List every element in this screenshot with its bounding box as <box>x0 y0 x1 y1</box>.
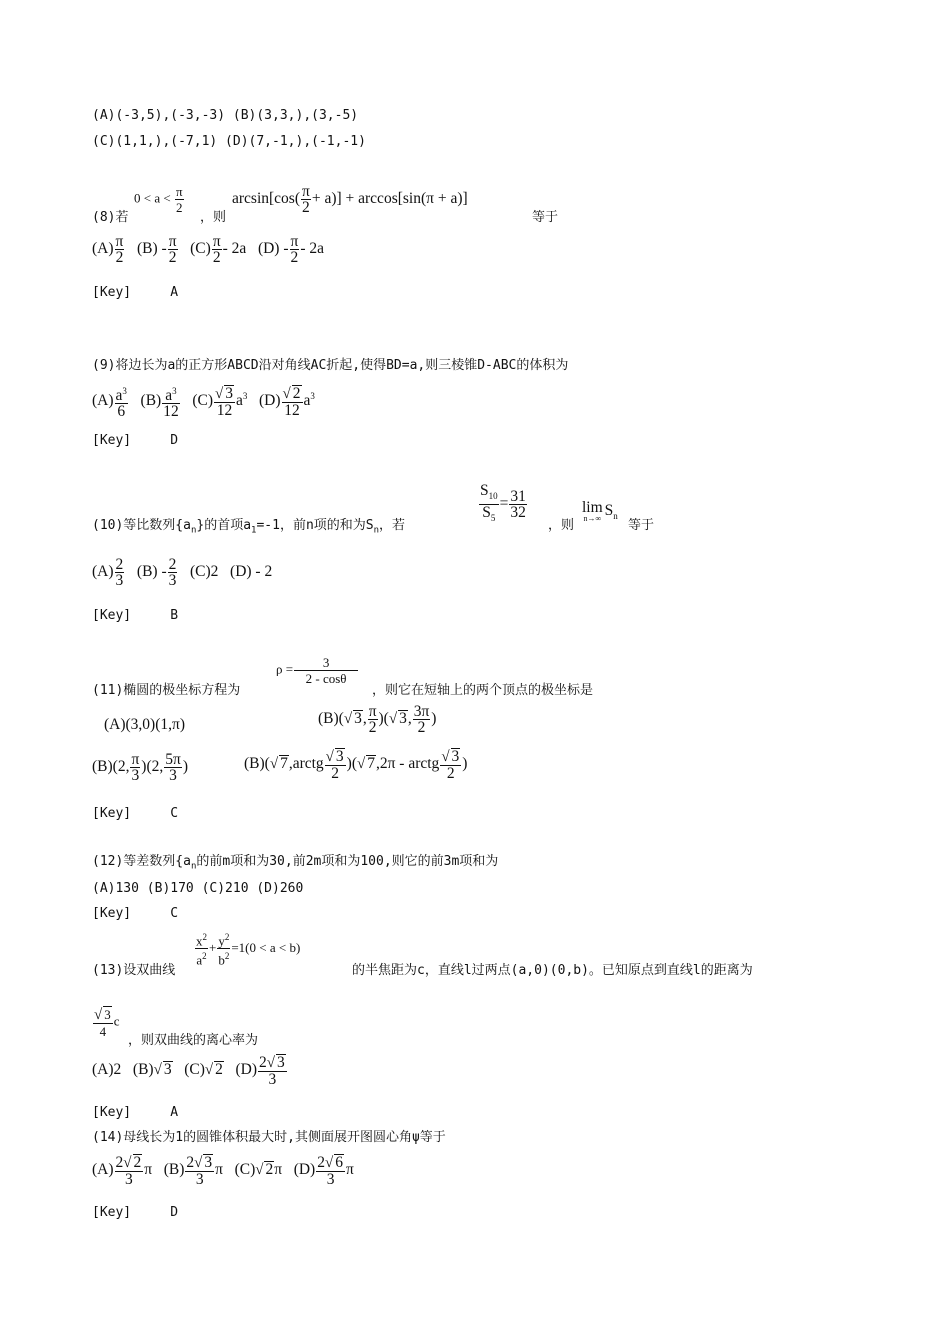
q14-key: [Key] D <box>92 1205 179 1220</box>
q10-then: ，则 <box>548 518 575 533</box>
q8-options: (A) $\frac{\pi}{2}$ (B) - $\frac{\pi}{2}$ (C) $\frac{\pi}{2}$ - 2a (D) - $\frac{\pi}{2}$ - 2a <box>92 233 324 266</box>
q9-stem: (9)将边长为a的正方形ABCD沿对角线AC折起,使得BD=a,则三棱锥D-ABC的体积为 <box>92 358 569 373</box>
q13-stem-b: 的半焦距为c，直线l过两点(a,0)(0,b)。已知原点到直线l的距离为 <box>352 963 753 978</box>
q10-options: (A) $\frac{2}{3}$ (B) - $\frac{2}{3}$ (C)2 (D) - 2 <box>92 556 273 589</box>
q7-options-row2: (C)(1,1,),(-7,1) (D)(7,-1,),(-1,-1) <box>92 134 366 149</box>
q8-key: [Key] A <box>92 285 179 300</box>
q8-prefix: (8)若 <box>92 210 129 225</box>
q11-key: [Key] C <box>92 806 179 821</box>
q11-option-a: (A)(3,0)(1,π) <box>104 716 185 733</box>
q9-key: [Key] D <box>92 433 179 448</box>
q11-option-b: (B)(√ 3, $\frac{\pi}{2}$ )(√ 3, $\frac{3\pi}{2}$ ) <box>318 703 437 736</box>
q7-options-row1: (A)(-3,5),(-3,-3) (B)(3,3,),(3,-5) <box>92 108 359 123</box>
q10-key: [Key] B <box>92 608 179 623</box>
q14-stem: (14)母线长为1的圆锥体积最大时,其侧面展开图圆心角ψ等于 <box>92 1130 446 1145</box>
q11-option-c: (B)(2, $\frac{\pi}{3}$ )(2, $\frac{5\pi}{3}$ ) <box>92 751 188 784</box>
q11-stem-a: (11)椭圆的极坐标方程为 <box>92 683 241 698</box>
q13-options: (A)2 (B)√ 3 (C)√ 2 (D) $\frac{2√ 3}{3}$ <box>92 1054 285 1088</box>
q12-stem: (12)等差数列{$a_n$的前m项和为30,前2m项和为100,则它的前3m项和为 <box>92 854 499 872</box>
q8-then: ，则 <box>200 210 227 225</box>
q10-stem: (10)等比数列$\{a_n\}$的首项$a_1=-1$，前n项的和为$S_n$，若 <box>92 518 406 536</box>
q13-key: [Key] A <box>92 1105 179 1120</box>
q11-option-d: (B)(√ 7,arctg $\frac{√ 3}{2}$ )(√ 7,2π - arctg $\frac{√ 3}{2}$ ) <box>244 748 468 782</box>
q8-suffix: 等于 <box>532 210 559 225</box>
q9-options: (A) $\frac{a^3}{6}$ (B) $\frac{a^3}{12}$ (C) $\frac{√ 3}{12}$ $a^3$ (D) $\frac{√ 2}{12}$ $a^3$ <box>92 385 315 421</box>
q13-distance: $\frac{√ 3}{4}$ c <box>94 1007 120 1039</box>
q11-equation: ρ = $\frac{3}{2 - \cos\theta}$ <box>276 655 359 686</box>
q12-key: [Key] C <box>92 906 179 921</box>
q10-limit: lim n→∞ $S_n$ <box>582 499 618 523</box>
q14-options: (A) $\frac{2√ 2}{3}$ π (B) $\frac{2√ 3}{3}$ π (C)√ 2π (D) $\frac{2√ 6}{3}$ π <box>92 1154 354 1188</box>
q13-stem-a: (13)设双曲线 <box>92 963 176 978</box>
q11-stem-b: ，则它在短轴上的两个顶点的极坐标是 <box>372 683 594 698</box>
q10-ratio: $\frac{S_{10}}{S_5}$ = $\frac{31}{32}$ <box>478 483 528 526</box>
q10-suffix: 等于 <box>628 518 655 533</box>
q12-options: (A)130 (B)170 (C)210 (D)260 <box>92 881 304 896</box>
q13-stem-c: ，则双曲线的离心率为 <box>128 1033 259 1048</box>
q8-condition: 0 < a < $\frac{\pi}{2}$ <box>134 184 183 215</box>
q13-hyperbola: $\frac{x^2}{a^2}$ + $\frac{y^2}{b^2}$ =1(0 < a < b) <box>196 932 301 968</box>
q8-expression: arcsin[cos( $\frac{\pi}{2}$ + a)] + arccos[sin(π + a)] <box>232 183 468 216</box>
